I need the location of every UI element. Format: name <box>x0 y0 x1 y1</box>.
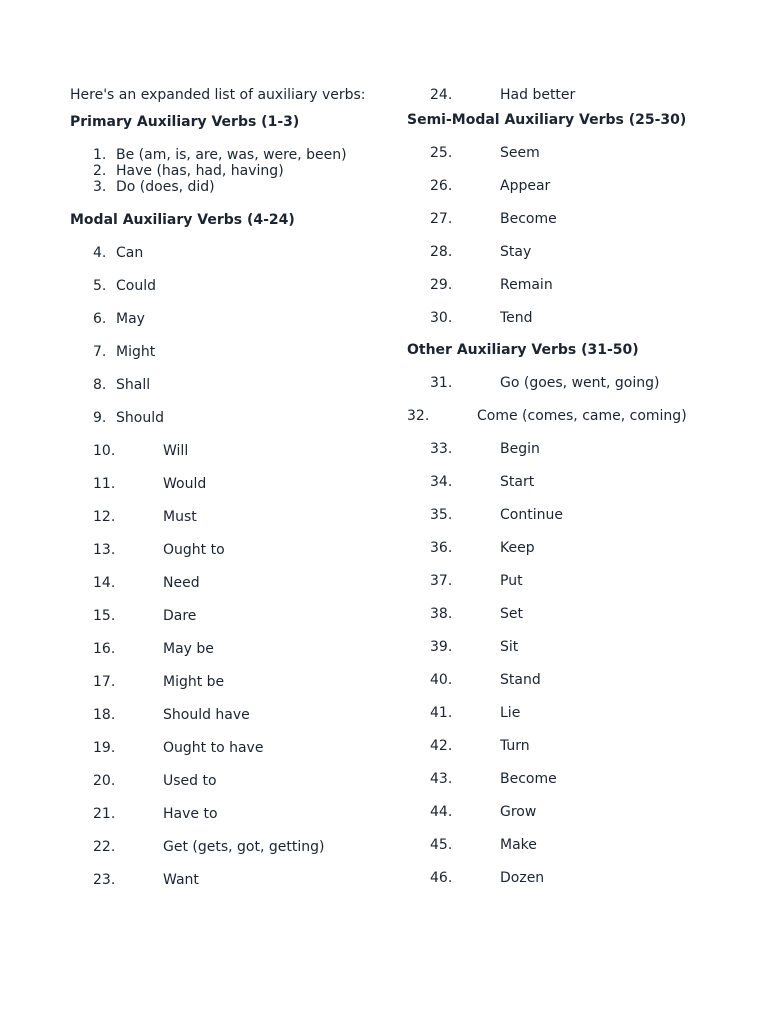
list-item: 38. Set <box>430 606 523 622</box>
list-item: 43. Become <box>430 771 557 787</box>
list-item: 10. Will <box>93 443 189 459</box>
list-item: 32. Come (comes, came, coming) <box>407 408 687 424</box>
semi-modal-list <box>407 145 697 326</box>
list-item: 39. Sit <box>430 639 519 655</box>
list-item: 37. Put <box>430 573 523 589</box>
list-item: 41. Lie <box>430 705 521 721</box>
left-column <box>70 87 370 905</box>
list-item: 45. Make <box>430 837 537 853</box>
list-item: 20. Used to <box>93 773 217 789</box>
list-item: 27. Become <box>430 211 557 227</box>
intro-text: Here's an expanded list of auxiliary verbs: <box>70 87 366 103</box>
list-item: 36. Keep <box>430 540 535 556</box>
list-item: 26. Appear <box>430 178 551 194</box>
list-item: 8. Shall <box>93 377 151 393</box>
list-item: 6. May <box>93 311 145 327</box>
list-item: 31. Go (goes, went, going) <box>430 375 660 391</box>
primary-heading: Primary Auxiliary Verbs (1-3) <box>70 114 300 130</box>
list-item: 14. Need <box>93 575 200 591</box>
list-item: 29. Remain <box>430 277 553 293</box>
other-list <box>407 375 697 886</box>
other-heading: Other Auxiliary Verbs (31-50) <box>407 342 639 358</box>
list-item: 25. Seem <box>430 145 540 161</box>
list-item: 7. Might <box>93 344 156 360</box>
list-item: 30. Tend <box>430 310 533 326</box>
primary-list <box>70 147 370 195</box>
modal-list-continued <box>407 87 697 103</box>
list-item: 35. Continue <box>430 507 563 523</box>
list-item: 24. Had better <box>430 87 576 103</box>
list-item: 15. Dare <box>93 608 197 624</box>
list-item: 40. Stand <box>430 672 541 688</box>
list-item: 46. Dozen <box>430 870 545 886</box>
list-item: 12. Must <box>93 509 197 525</box>
list-item: 9. Should <box>93 410 164 426</box>
list-item: 18. Should have <box>93 707 250 723</box>
list-item: 21. Have to <box>93 806 218 822</box>
right-column <box>407 87 697 903</box>
list-item: 23. Want <box>93 872 199 888</box>
list-item: 3. Do (does, did) <box>93 179 215 195</box>
list-item: 44. Grow <box>430 804 537 820</box>
list-item: 5. Could <box>93 278 156 294</box>
list-item: 19. Ought to have <box>93 740 264 756</box>
list-item: 13. Ought to <box>93 542 225 558</box>
list-item: 22. Get (gets, got, getting) <box>93 839 325 855</box>
list-item: 33. Begin <box>430 441 540 457</box>
modal-list <box>70 245 370 888</box>
list-item: 1. Be (am, is, are, was, were, been) <box>93 147 347 163</box>
list-item: 34. Start <box>430 474 535 490</box>
list-item: 42. Turn <box>430 738 530 754</box>
modal-heading: Modal Auxiliary Verbs (4-24) <box>70 212 295 228</box>
list-item: 16. May be <box>93 641 214 657</box>
list-item: 28. Stay <box>430 244 532 260</box>
list-item: 4. Can <box>93 245 144 261</box>
list-item: 17. Might be <box>93 674 225 690</box>
list-item: 11. Would <box>93 476 207 492</box>
semi-modal-heading: Semi-Modal Auxiliary Verbs (25-30) <box>407 112 687 128</box>
list-item: 2. Have (has, had, having) <box>93 163 284 179</box>
